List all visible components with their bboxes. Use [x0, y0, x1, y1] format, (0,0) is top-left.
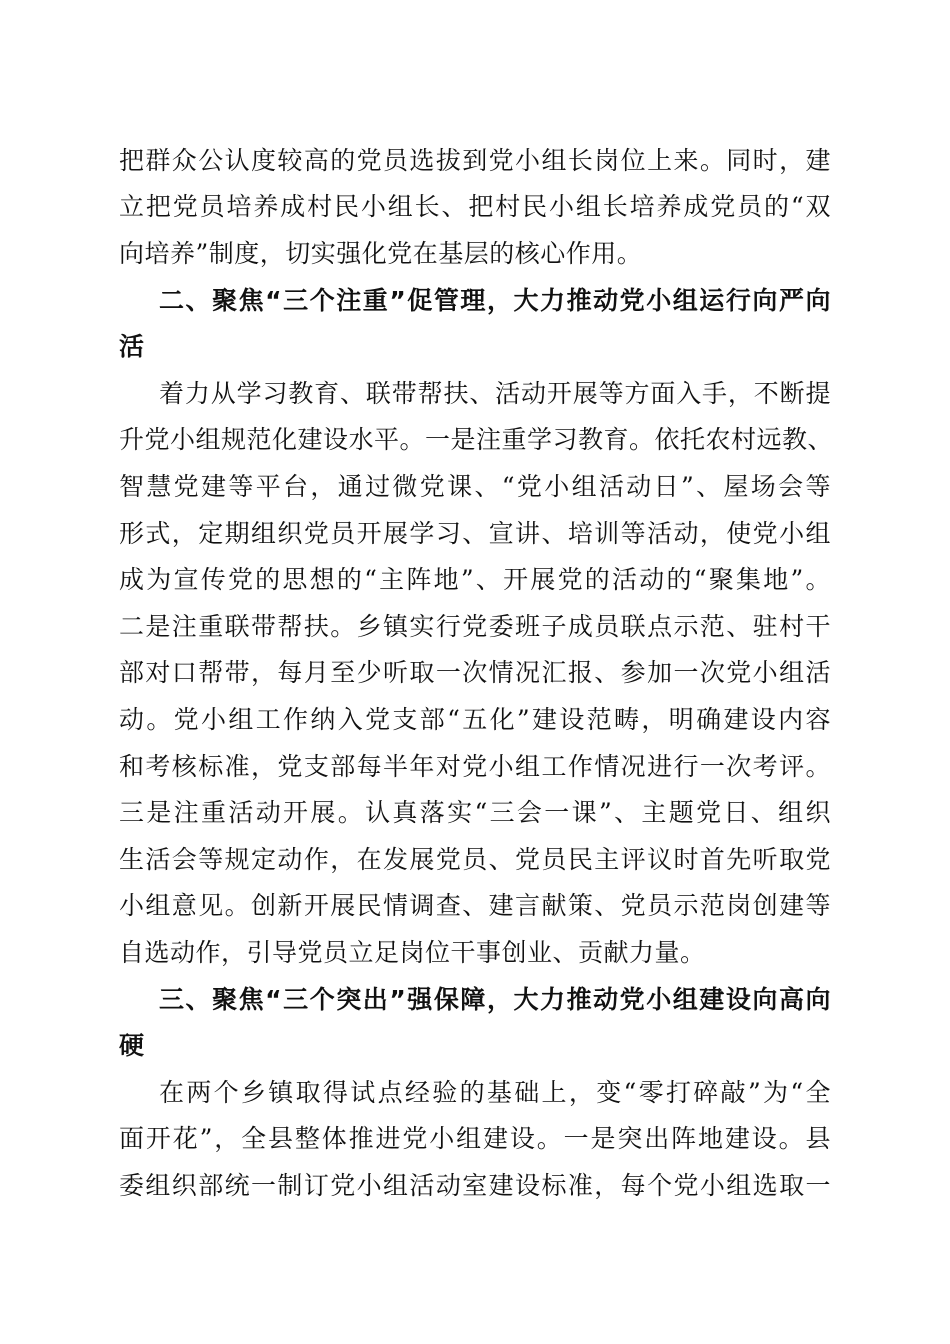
body-line: 形式，定期组织党员开展学习、宣讲、培训等活动，使党小组 — [119, 519, 831, 548]
section-heading-3-continued: 硬 — [119, 1031, 145, 1060]
body-line: 生活会等规定动作，在发展党员、党员民主评议时首先听取党 — [119, 845, 831, 874]
body-line: 向培养”制度，切实强化党在基层的核心作用。 — [119, 239, 643, 268]
paragraph-first-line: 在两个乡镇取得试点经验的基础上，变“零打碎敲”为“全 — [159, 1078, 831, 1107]
body-line: 动。党小组工作纳入党支部“五化”建设范畴，明确建设内容 — [119, 705, 831, 734]
body-line: 升党小组规范化建设水平。一是注重学习教育。依托农村远教、 — [119, 425, 834, 454]
body-line: 部对口帮带，每月至少听取一次情况汇报、参加一次党小组活 — [119, 658, 831, 687]
section-heading-2-continued: 活 — [119, 332, 145, 361]
body-line: 成为宣传党的思想的“主阵地”、开展党的活动的“聚集地”。 — [119, 565, 831, 594]
section-heading-3: 三、聚焦“三个突出”强保障，大力推动党小组建设向高向 — [159, 985, 831, 1014]
body-line: 三是注重活动开展。认真落实“三会一课”、主题党日、组织 — [119, 798, 831, 827]
body-line: 委组织部统一制订党小组活动室建设标准，每个党小组选取一 — [119, 1171, 831, 1200]
body-line: 自选动作，引导党员立足岗位干事创业、贡献力量。 — [119, 938, 706, 967]
body-line: 面开花”，全县整体推进党小组建设。一是突出阵地建设。县 — [119, 1124, 831, 1153]
body-line: 智慧党建等平台，通过微党课、“党小组活动日”、屋场会等 — [119, 472, 831, 501]
section-heading-2: 二、聚焦“三个注重”促管理，大力推动党小组运行向严向 — [159, 286, 831, 315]
body-line: 和考核标准，党支部每半年对党小组工作情况进行一次考评。 — [119, 752, 831, 781]
body-line: 二是注重联带帮扶。乡镇实行党委班子成员联点示范、驻村干 — [119, 612, 831, 641]
body-line: 把群众公认度较高的党员选拔到党小组长岗位上来。同时，建 — [119, 146, 831, 175]
paragraph-first-line: 着力从学习教育、联带帮扶、活动开展等方面入手，不断提 — [159, 379, 831, 408]
body-line: 立把党员培养成村民小组长、把村民小组长培养成党员的“双 — [119, 192, 831, 221]
body-line: 小组意见。创新开展民情调查、建言献策、党员示范岗创建等 — [119, 891, 831, 920]
